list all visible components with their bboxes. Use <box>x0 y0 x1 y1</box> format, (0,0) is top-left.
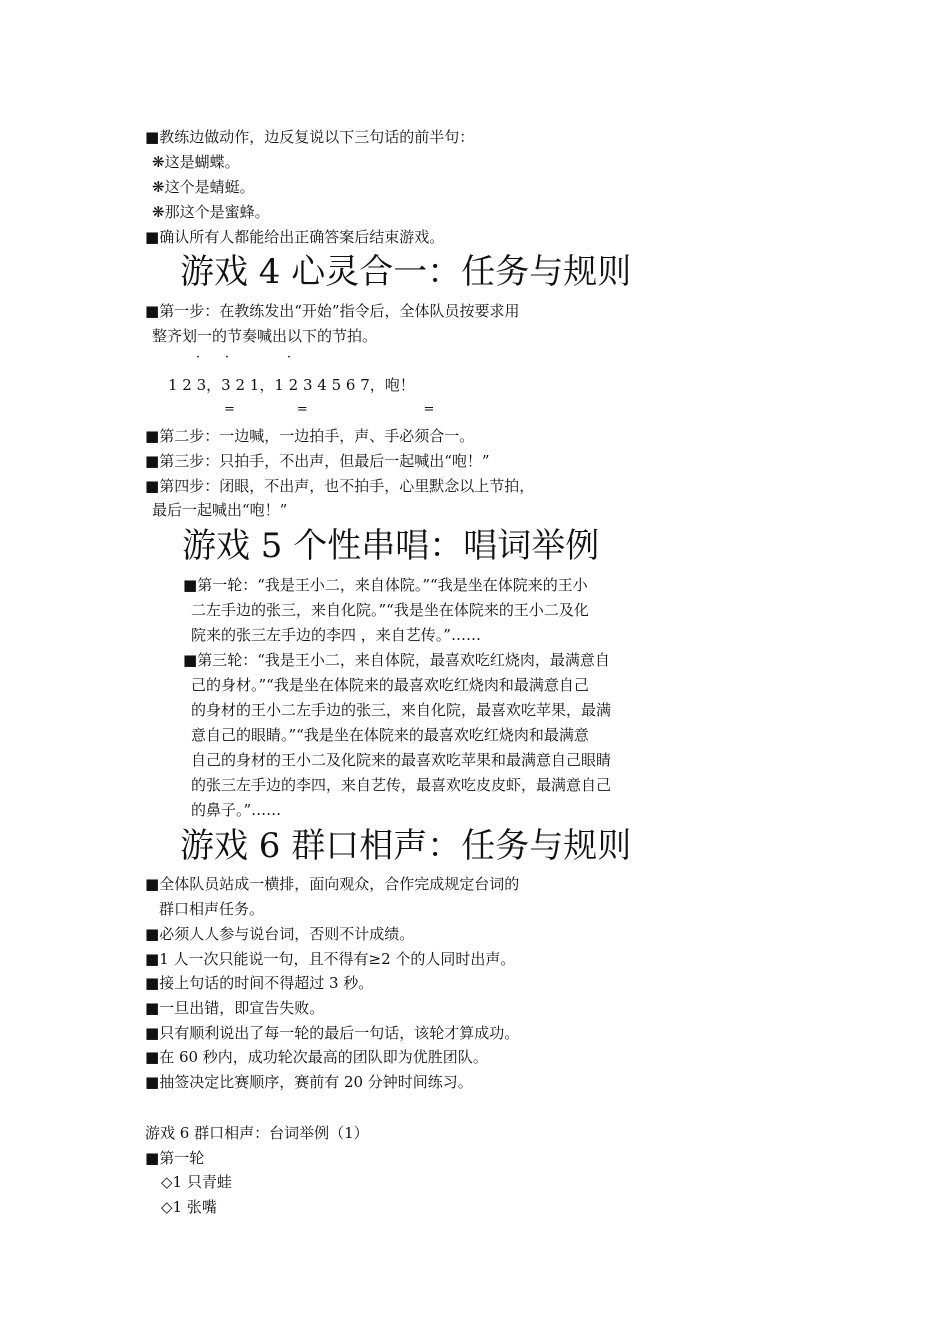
square-bullet-icon: ■ <box>145 875 160 893</box>
square-bullet-icon: ■ <box>145 1024 160 1042</box>
flower-bullet-icon: ❋ <box>152 178 165 196</box>
game5-round3-line-7: 的鼻子。”…… <box>191 801 282 819</box>
game5-title: 游戏 5 个性串唱：唱词举例 <box>182 526 600 566</box>
game5-round1-line-2: 二左手边的张三，来自化院。”“我是坐在体院来的王小二及化 <box>191 601 589 619</box>
diamond-bullet-icon: ◇ <box>161 1173 173 1191</box>
game4-step4-line-a: ■第四步：闭眼，不出声，也不拍手，心里默念以上节拍， <box>145 477 535 495</box>
game4-step4-line-b: 最后一起喊出“咆！” <box>152 501 288 519</box>
square-bullet-icon: ■ <box>145 1149 160 1167</box>
game6-title: 游戏 6 群口相声：任务与规则 <box>180 826 632 866</box>
game5-round3-line-2: 己的身材。”“我是坐在体院来的最喜欢吃红烧肉和最满意自己 <box>191 676 589 694</box>
square-bullet-icon: ■ <box>145 974 160 992</box>
game6-rule-8: ■抽签决定比赛顺序，赛前有 20 分钟时间练习。 <box>145 1073 473 1091</box>
square-bullet-icon: ■ <box>145 1073 160 1091</box>
game5-round1-line-3: 院来的张三左手边的李四 ，来自艺传。”…… <box>191 626 481 644</box>
game6-rule-6: ■只有顺利说出了每一轮的最后一句话，该轮才算成功。 <box>145 1024 520 1042</box>
rhythm-dots: · · · <box>196 350 292 365</box>
game5-round1-line-1: ■第一轮：“我是王小二，来自体院。”“我是坐在体院来的王小 <box>183 576 588 594</box>
intro-line-end: ■确认所有人都能给出正确答案后结束游戏。 <box>145 228 445 246</box>
rhythm-underline-marks: = = = <box>224 402 435 417</box>
game6-rule-1: ■全体队员站成一横排，面向观众，合作完成规定台词的 <box>145 875 520 893</box>
intro-line-1: ■教练边做动作，边反复说以下三句话的前半句： <box>145 128 475 146</box>
intro-item-2: ❋这个是蜻蜓。 <box>152 178 255 196</box>
square-bullet-icon: ■ <box>183 576 198 594</box>
intro-item-3: ❋那这个是蜜蜂。 <box>152 203 270 221</box>
game6-rule-7: ■在 60 秒内，成功轮次最高的团队即为优胜团队。 <box>145 1048 488 1066</box>
square-bullet-icon: ■ <box>145 228 160 246</box>
game5-round3-line-4: 意自己的眼睛。”“我是坐在体院来的最喜欢吃红烧肉和最满意 <box>191 726 589 744</box>
flower-bullet-icon: ❋ <box>152 203 165 221</box>
square-bullet-icon: ■ <box>145 302 160 320</box>
game6-rule-5: ■一旦出错，即宣告失败。 <box>145 999 325 1017</box>
rhythm-text: 1 2 3，3 2 1，1 2 3 4 5 6 7，咆！ <box>168 376 415 394</box>
game4-step3: ■第三步：只拍手，不出声，但最后一起喊出“咆！” <box>145 452 490 470</box>
square-bullet-icon: ■ <box>145 950 160 968</box>
game6-example-line-1: ◇1 只青蛙 <box>161 1173 232 1191</box>
game6-rule-1-cont: 群口相声任务。 <box>159 900 265 918</box>
square-bullet-icon: ■ <box>145 452 160 470</box>
square-bullet-icon: ■ <box>145 925 160 943</box>
game5-round3-line-5: 自己的身材的王小二及化院来的最喜欢吃苹果和最满意自己眼睛 <box>191 751 612 769</box>
game6-rule-4: ■接上句话的时间不得超过 3 秒。 <box>145 974 374 992</box>
game6-round-label: ■第一轮 <box>145 1149 205 1167</box>
game5-round3-line-1: ■第三轮：“我是王小二，来自体院，最喜欢吃红烧肉，最满意自 <box>183 651 610 669</box>
game4-step1-line-a: ■第一步：在教练发出“开始”指令后，全体队员按要求用 <box>145 302 520 320</box>
game6-example-title: 游戏 6 群口相声：台词举例（1） <box>145 1124 369 1142</box>
square-bullet-icon: ■ <box>145 999 160 1017</box>
game6-example-line-2: ◇1 张嘴 <box>161 1198 217 1216</box>
square-bullet-icon: ■ <box>145 427 160 445</box>
game6-rule-2: ■必须人人参与说台词，否则不计成绩。 <box>145 925 415 943</box>
game6-rule-3: ■1 人一次只能说一句，且不得有≥2 个的人同时出声。 <box>145 950 516 968</box>
square-bullet-icon: ■ <box>183 651 198 669</box>
game5-round3-line-6: 的张三左手边的李四，来自艺传，最喜欢吃皮皮虾，最满意自己 <box>191 776 612 794</box>
game4-title: 游戏 4 心灵合一：任务与规则 <box>180 252 632 292</box>
square-bullet-icon: ■ <box>145 477 160 495</box>
flower-bullet-icon: ❋ <box>152 153 165 171</box>
game5-round3-line-3: 的身材的王小二左手边的张三，来自化院，最喜欢吃苹果，最满 <box>191 701 612 719</box>
diamond-bullet-icon: ◇ <box>161 1198 173 1216</box>
game4-step1-line-b: 整齐划一的节奏喊出以下的节拍。 <box>152 327 378 345</box>
square-bullet-icon: ■ <box>145 1048 160 1066</box>
game4-step2: ■第二步：一边喊，一边拍手，声、手必须合一。 <box>145 427 475 445</box>
intro-item-1: ❋这是蝴蝶。 <box>152 153 240 171</box>
square-bullet-icon: ■ <box>145 128 160 146</box>
